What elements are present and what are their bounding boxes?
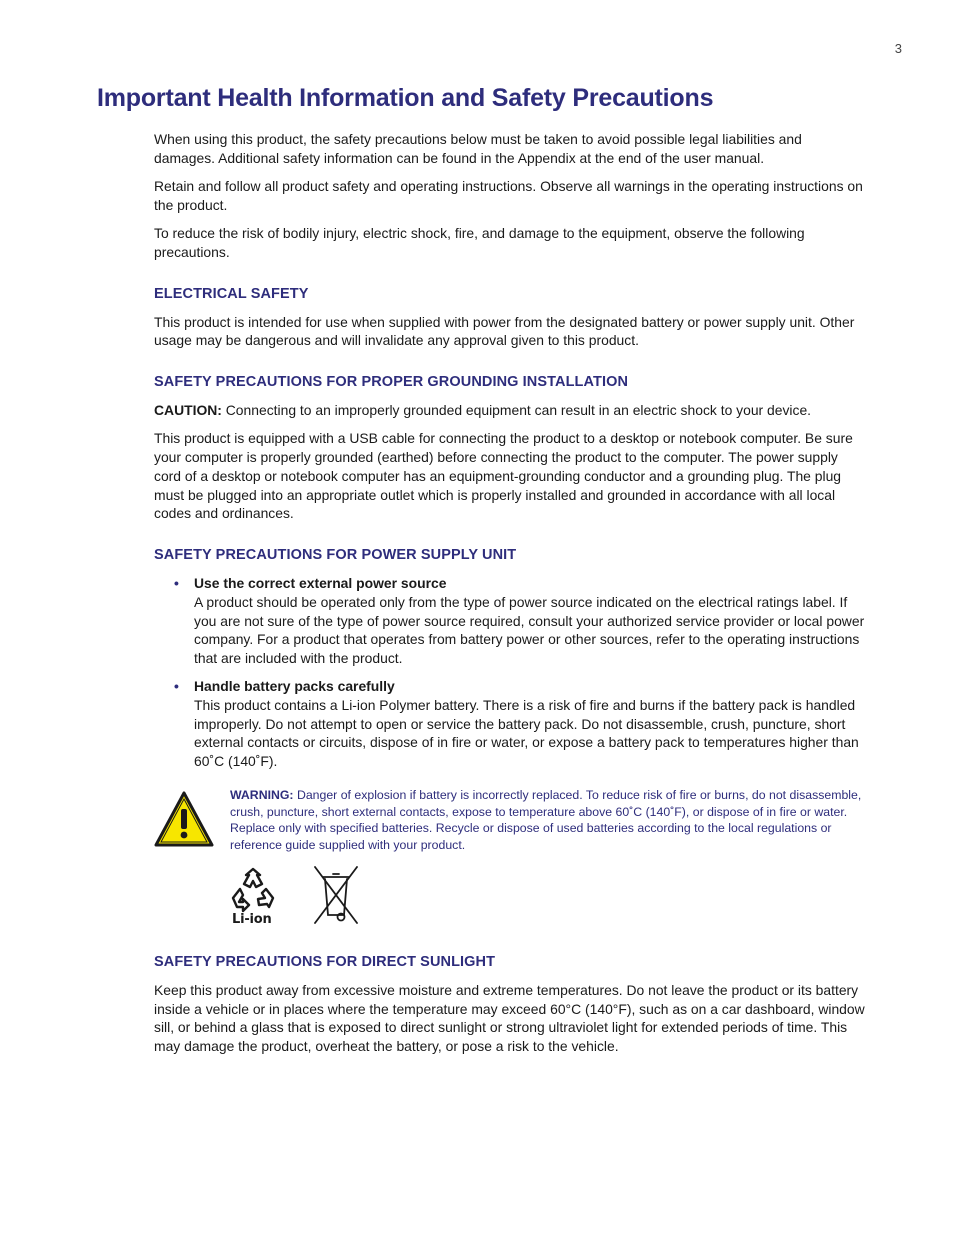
document-body <box>154 130 866 1066</box>
electrical-safety-text: This product is intended for use when supplied with power from the designated battery or power supply unit. Other usage may be dangerous and will invalidate any approval given to this product. <box>154 313 855 349</box>
warning-box <box>154 787 866 857</box>
grounding-caution <box>154 401 866 420</box>
intro-paragraph-2: Retain and follow all product safety and operating instructions. Observe all warnings in the operating instructions on the product. <box>154 178 863 213</box>
electrical-safety-heading: ELECTRICAL SAFETY <box>154 285 309 302</box>
warning-body: Danger of explosion if battery is incorrectly replaced. To reduce risk of fire or burns, do not disassemble, crush, puncture, short external contacts, expose to temperature above 60˚C (140˚F), or dispose of in fire or water. Replace only with specified batteries. Recycle or dispose of used batteries according to the local regulations or reference guide supplied with your product. <box>230 788 862 852</box>
grounding-text: This product is equipped with a USB cable for connecting the product to a desktop or notebook computer. Be sure your computer is properly grounded (earthed) before connecting the product to the computer. The power supply cord of a desktop or notebook computer has an equipment-grounding conductor and a grounding plug. The plug must be plugged into an appropriate outlet which is properly installed and grounded in accordance with all local codes and ordinances. <box>154 430 853 522</box>
crossed-bin-icon <box>311 865 361 927</box>
list-item-title: Handle battery packs carefully <box>194 678 395 695</box>
list-item-text: A product should be operated only from the type of power source indicated on the electrical ratings label. If you are not sure of the type of power source required, consult your authorized service provider or local power company. For a product that operates from battery power or other sources, refer to the operating instructions that are included with the product. <box>194 593 865 667</box>
caution-text: Connecting to an improperly grounded equipment can result in an electric shock to your device. <box>221 401 812 418</box>
caution-label: CAUTION: <box>154 401 222 418</box>
power-supply-list <box>154 574 866 771</box>
sunlight-text: Keep this product away from excessive moisture and extreme temperatures. Do not leave the product or its battery inside a vehicle or in places where the temperature may exceed 60°C (140°F), such as on a car dashboard, window sill, or behind a glass that is exposed to direct sunlight or strong ultraviolet light for extended periods of time. This may damage the product, overheat the battery, or pose a risk to the vehicle. <box>154 981 865 1055</box>
page-title: Important Health Information and Safety Precautions <box>97 84 714 112</box>
power-supply-heading: SAFETY PRECAUTIONS FOR POWER SUPPLY UNIT <box>154 547 517 564</box>
intro-paragraph-3: To reduce the risk of bodily injury, electric shock, fire, and damage to the equipment, observe the following precautions. <box>154 225 805 260</box>
list-item <box>154 574 866 668</box>
warning-label: WARNING: <box>230 788 294 803</box>
list-item-text: This product contains a Li-ion Polymer battery. There is a risk of fire and burns if the battery pack is handled improperly. Do not attempt to open or service the battery pack. Do not disassemble, crush, puncture, short external contacts or circuits, dispose of in fire or water, or expose a battery pack to temperatures higher than 60˚C (140˚F). <box>194 696 859 770</box>
warning-text <box>230 787 866 853</box>
intro-paragraph-1: When using this product, the safety precautions below must be taken to avoid possible legal liabilities and damages. Additional safety information can be found in the Appendix at the end of the user manual. <box>154 131 802 166</box>
list-item-title: Use the correct external power source <box>194 575 447 592</box>
disposal-symbols <box>154 867 866 933</box>
warning-triangle-icon <box>154 791 214 847</box>
grounding-heading: SAFETY PRECAUTIONS FOR PROPER GROUNDING INSTALLATION <box>154 374 629 391</box>
li-ion-label: Li-ion <box>232 912 272 928</box>
sunlight-heading: SAFETY PRECAUTIONS FOR DIRECT SUNLIGHT <box>154 954 496 971</box>
bullet-icon: • <box>174 575 179 592</box>
list-item <box>154 677 866 771</box>
bullet-icon: • <box>174 678 179 695</box>
page-number: 3 <box>894 41 902 56</box>
